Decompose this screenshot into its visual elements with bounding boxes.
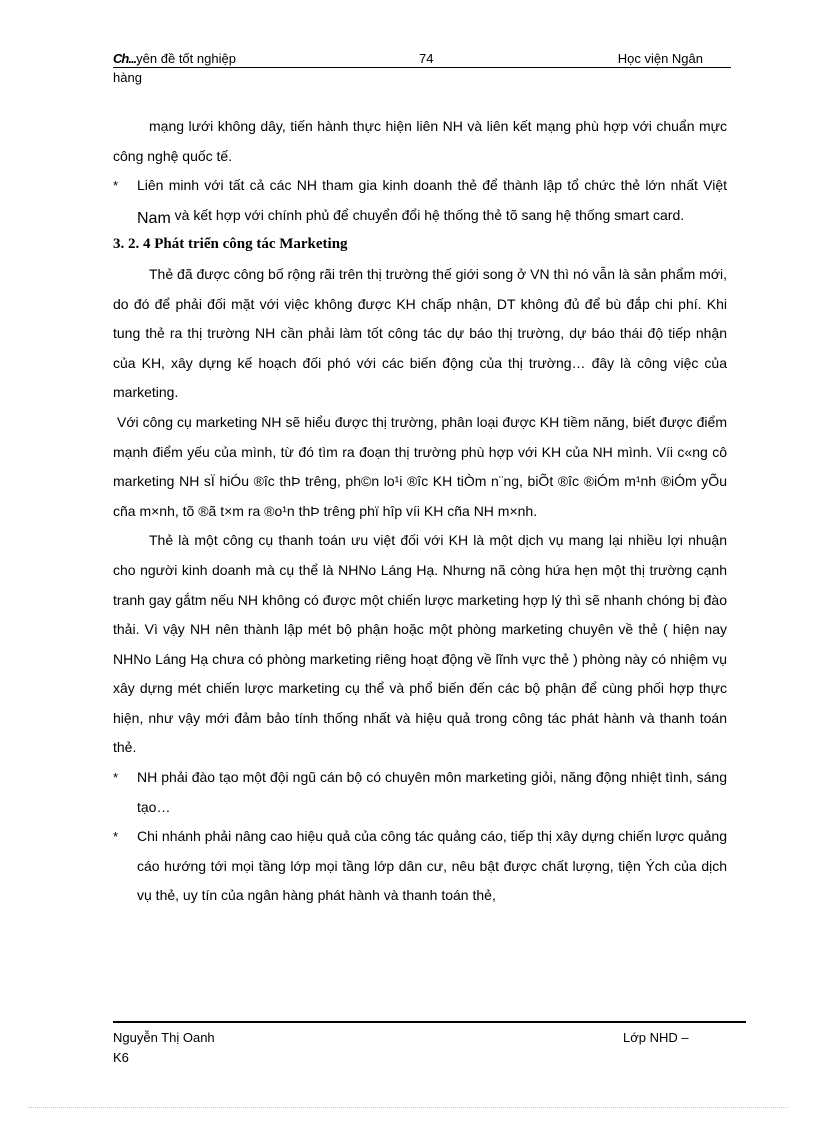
paragraph-marketing-strategy: Thẻ là một công cụ thanh toán ưu việt đối với KH là một dịch vụ mang lại nhiều lợi nhuận cho người kinh doanh mà cụ thể là NHNo Láng Hạ. Nhưng nã còng hứa hẹn một thị trường cạnh tranh gay gắtm nếu NH không có được một chiến lược marketing hợp lý thì sẽ nhanh chóng bị đào thải. Vì vậy NH nên thành lập mét bộ phận hoặc một phòng marketing chuyên về thẻ ( hiện nay NHNo Láng Hạ chưa có phòng marketing riêng hoạt động về lĩnh vực thẻ ) phòng này có nhiệm vụ xây dựng mét chiến lược marketing cụ thể và phổ biến đến các bộ phận để cùng phối hợp thực hiện, như vậy mới đảm bảo tính thống nhất và hiệu quả trong công tác phát hành và thanh toán thẻ. [113, 532, 727, 756]
header-school-continued: hàng [113, 70, 142, 85]
footer-divider [113, 1021, 746, 1023]
bullet-alliance-text-a: Liên minh với tất cả các NH tham gia kinh doanh thẻ để thành lập tổ chức thẻ lớn nhất Việt [137, 177, 727, 194]
footer-class: Lớp NHD – [623, 1030, 689, 1045]
header-row [113, 51, 731, 68]
header-school: Học viện Ngân [617, 51, 703, 66]
header-title-text: yên đề tốt nghiệp [136, 51, 236, 66]
page-header [113, 51, 731, 85]
bullet-mark: * [113, 770, 119, 786]
bullet-mark: * [113, 178, 119, 194]
bullet-advertising [113, 822, 727, 911]
bullet-alliance [113, 171, 727, 230]
bullet-alliance-text-b: và kết hợp với chính phủ để chuyển đổi hệ thống thẻ tõ sang hệ thống smart card. [170, 206, 685, 223]
paragraph-marketing-tool: Với công cụ marketing NH sẽ hiểu được thị trường, phân loại được KH tiềm năng, biết được điểm mạnh điểm yếu của mình, từ đó tìm ra đoạn thị trường phù hợp với KH của NH mình. Víi c«ng cô marketing NH sÏ hiÓu ®îc thÞ trêng, ph©n lo¹i ®îc KH tiÒm n¨ng, biÕt ®îc ®iÓm m¹nh ®iÓm yÕu cña m×nh, tõ ®ã t×m ra ®o¹n thÞ trêng phï hîp víi KH cña NH m×nh. [113, 413, 727, 519]
footer-author-continued: K6 [113, 1050, 129, 1065]
page-bottom-dotted-line [28, 1107, 788, 1108]
paragraph-card-market: Thẻ đã được công bố rộng rãi trên thị trường thế giới song ở VN thì nó vẫn là sản phẩm mới, do đó để phải đối mặt với việc không được KH chấp nhận, DT không đủ để bù đắp chi phí. Khi tung thẻ ra thị trường NH cần phải làm tốt công tác dự báo thị trường, dự báo thái độ tiếp nhận của KH, xây dựng kế hoạch đối phó với các biến động của thị trường… đây là công việc của marketing. [113, 265, 727, 401]
page-number: 74 [419, 51, 434, 66]
paragraph-network: mạng lưới không dây, tiến hành thực hiện liên NH và liên kết mạng phù hợp với chuẩn mực công nghệ quốc tế. [113, 118, 727, 164]
bullet-training-text: NH phải đào tạo một đội ngũ cán bộ có chuyên môn marketing giỏi, năng động nhiệt tình, sáng tạo… [137, 769, 727, 815]
section-heading: 3. 2. 4 Phát triển công tác Marketing [113, 236, 348, 253]
main-content [113, 112, 727, 911]
bullet-training [113, 763, 727, 822]
bullet-alliance-big-word: Nam [137, 209, 171, 227]
bullet-mark: * [113, 829, 119, 845]
header-logo: Ch... [113, 51, 137, 66]
header-title [113, 51, 236, 66]
footer-author: Nguyễn Thị Oanh [113, 1030, 215, 1045]
bullet-advertising-text: Chi nhánh phải nâng cao hiệu quả của công tác quảng cáo, tiếp thị xây dựng chiến lược quảng cáo hướng tới mọi tầng lớp mọi tầng lớp dân cư, nêu bật được chất lượng, tiện Ých của dịch vụ thẻ, uy tín của ngân hàng phát hành và thanh toán thẻ, [137, 828, 727, 904]
